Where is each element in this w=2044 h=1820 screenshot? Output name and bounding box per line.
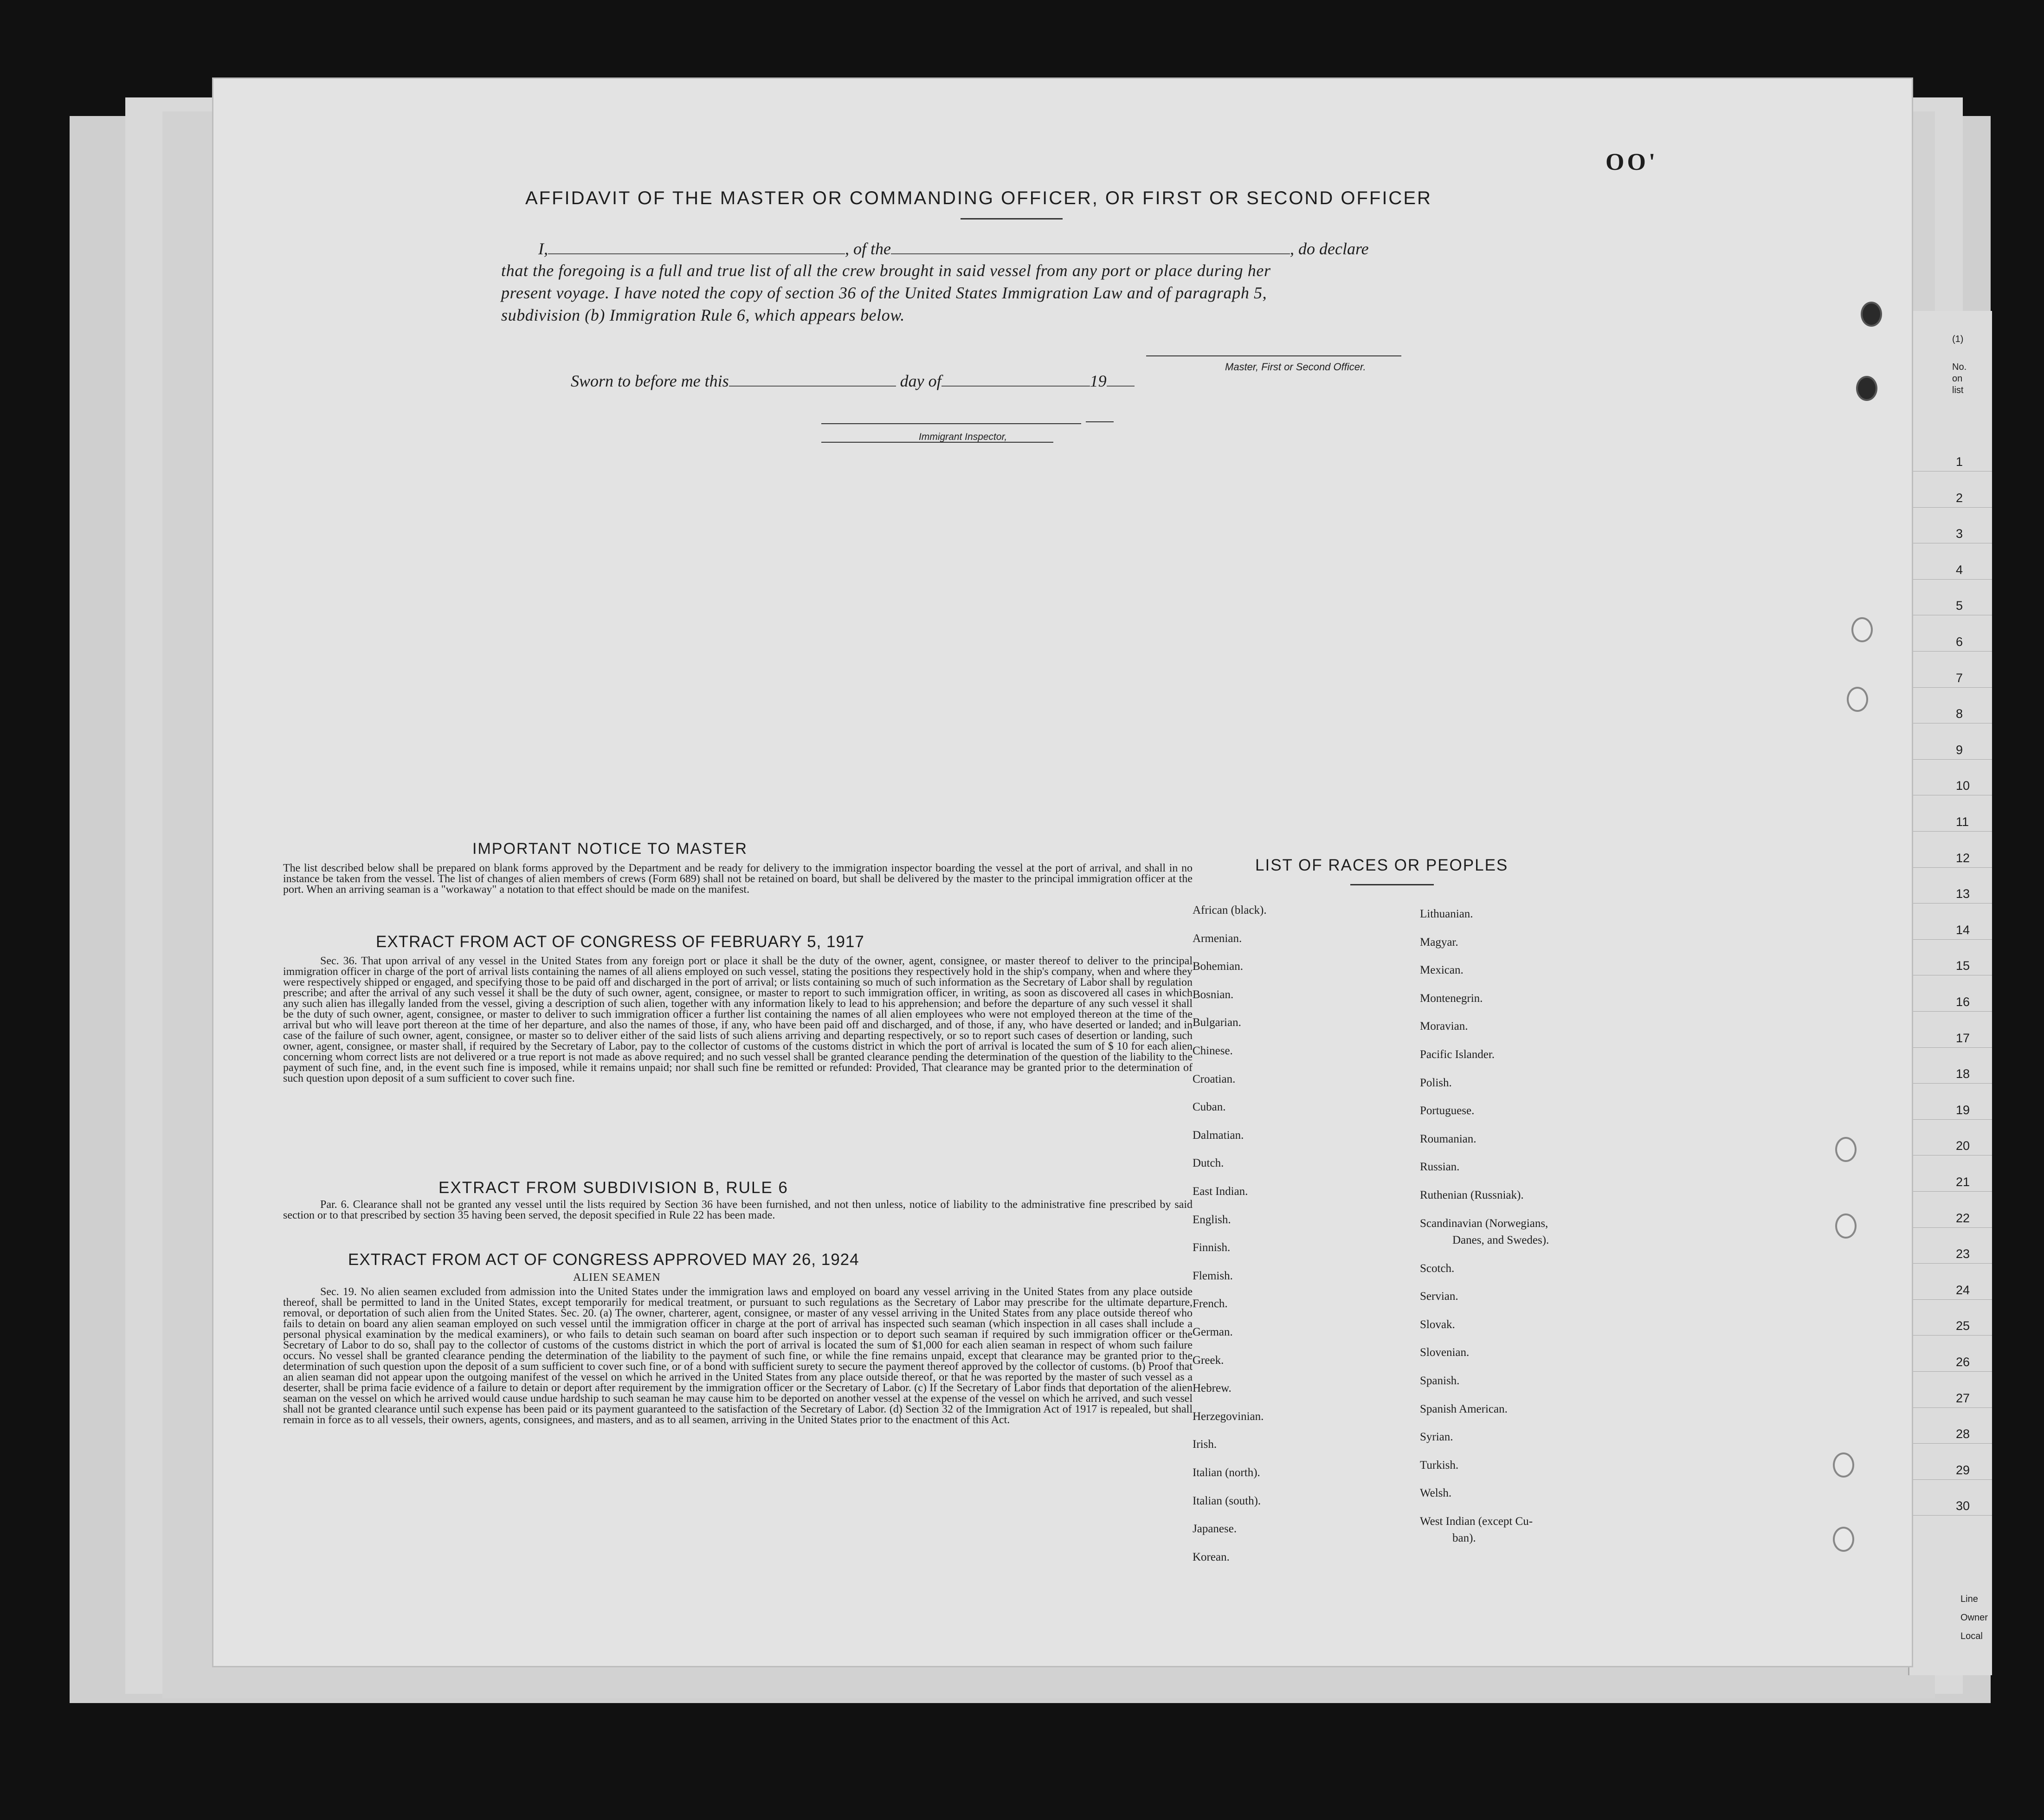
strip-row-rule [1909,687,1992,688]
side-number-strip [1908,311,1992,1675]
strip-row-rule [1909,507,1992,508]
race-item: Italian (south). [1193,1494,1261,1507]
race-item: Danes, and Swedes). [1452,1233,1549,1246]
year-label: 19 [1090,372,1107,390]
race-item: East Indian. [1193,1185,1248,1198]
strip-line-number: 25 [1956,1319,1970,1333]
strip-line-number: 18 [1956,1067,1970,1081]
notice-body: The list described below shall be prepared on blank forms approved by the Department and be ready for delivery to the immigration inspector boarding the vessel at the port of arrival, and shall in no instance be taken from the vessel. The list of changes of alien members of crews (Form 689) shall not be retained on board, but shall be delivered by the master to the principal immigration officer at the port. When an arriving seaman is a "workaway" a notation to that effect should be made on the manifest. [283,862,1193,896]
extract3-title: EXTRACT FROM ACT OF CONGRESS APPROVED MAY 26, 1924 [348,1251,859,1269]
strip-row-rule [1909,1227,1992,1228]
strip-line-number: 19 [1956,1103,1970,1117]
race-item: Welsh. [1420,1487,1452,1500]
strip-row-rule [1909,1335,1992,1336]
strip-header: No. [1952,362,1967,372]
race-item: Portuguese. [1420,1104,1475,1117]
strip-line-number: 27 [1956,1391,1970,1405]
signature-caption: Master, First or Second Officer. [1225,361,1366,373]
strip-line-number: 17 [1956,1031,1970,1045]
race-item: English. [1193,1213,1231,1226]
punch-hole [1835,1213,1857,1239]
sworn-month-field[interactable] [941,386,1090,387]
strip-line-number: 30 [1956,1499,1970,1513]
race-item: Flemish. [1193,1269,1233,1282]
declaration-line1 [538,239,1369,258]
strip-row-rule [1909,867,1992,868]
strip-line-number: 24 [1956,1283,1970,1297]
day-of-label: day of [900,372,941,390]
stamp-mark: OO' [1606,149,1658,175]
strip-row-rule [1909,831,1992,832]
strip-line-number: 16 [1956,995,1970,1009]
extract2-title: EXTRACT FROM SUBDIVISION B, RULE 6 [438,1179,788,1197]
affidavit-title: AFFIDAVIT OF THE MASTER OR COMMANDING OFFICER, OR FIRST OR SECOND OFFICER [525,188,1432,208]
race-item: Italian (north). [1193,1466,1260,1479]
extract2-body: Par. 6. Clearance shall not be granted any vessel until the lists required by Section 36 have been furnished, and not then unless, notice of liability to the administrative fine prescribed by said section or to that prescribed by section 35 having been served, the deposit specified in Rule 22 has been made. [283,1199,1193,1221]
strip-line-number: 13 [1956,887,1970,901]
races-title-rule [1350,884,1434,885]
race-item: Cuban. [1193,1101,1226,1114]
strip-row-rule [1909,1299,1992,1300]
inspector-line-short [1086,421,1114,422]
race-item: Turkish. [1420,1459,1459,1471]
race-item: Moravian. [1420,1020,1468,1033]
race-item: ban). [1452,1532,1476,1545]
strip-line-number: 9 [1956,742,1963,757]
strip-line-number: 11 [1956,815,1969,829]
race-item: Irish. [1193,1438,1217,1451]
race-item: Greek. [1193,1354,1224,1367]
strip-footer: Local [1960,1631,1983,1641]
declaration-line3: present voyage. I have noted the copy of section 36 of the United States Immigration Law and of paragraph 5, [501,284,1267,302]
race-item: West Indian (except Cu- [1420,1515,1533,1528]
signature-line[interactable] [1146,355,1401,356]
strip-row-rule [1909,579,1992,580]
race-item: Russian. [1420,1161,1460,1174]
races-title: LIST OF RACES OR PEOPLES [1255,856,1509,874]
strip-row-rule [1909,1047,1992,1048]
strip-footer: Owner [1960,1613,1988,1623]
race-item: African (black). [1193,904,1267,916]
strip-line-number: 28 [1956,1427,1970,1441]
race-item: Syrian. [1420,1431,1453,1444]
strip-line-number: 3 [1956,527,1963,541]
race-item: Chinese. [1193,1045,1233,1057]
declarant-label: I, [538,239,548,258]
strip-header: on [1952,374,1963,384]
strip-row-rule [1909,1515,1992,1516]
punch-hole [1847,687,1868,712]
race-item: Bulgarian. [1193,1016,1241,1029]
strip-line-number: 1 [1956,455,1963,469]
strip-line-number: 29 [1956,1463,1970,1477]
race-item: Slovenian. [1420,1346,1470,1359]
race-item: Roumanian. [1420,1132,1477,1145]
punch-hole [1856,376,1877,401]
strip-line-number: 5 [1956,599,1963,613]
of-the-label: , of the [845,239,891,258]
strip-line-number: 12 [1956,851,1970,865]
sworn-day-field[interactable] [729,386,896,387]
strip-row-rule [1909,1119,1992,1120]
declaration-line2: that the foregoing is a full and true list of all the crew brought in said vessel from any port or place during her [501,261,1271,280]
strip-line-number: 26 [1956,1355,1970,1369]
strip-line-number: 21 [1956,1175,1970,1189]
race-item: Japanese. [1193,1523,1237,1536]
notice-title: IMPORTANT NOTICE TO MASTER [472,840,748,858]
punch-hole [1833,1527,1854,1552]
race-item: Herzegovinian. [1193,1410,1264,1423]
declaration-line4: subdivision (b) Immigration Rule 6, which appears below. [501,306,905,324]
strip-line-number: 15 [1956,959,1970,973]
race-item: Dutch. [1193,1157,1224,1170]
sworn-year-field[interactable] [1107,386,1135,387]
strip-header: list [1952,385,1964,395]
race-item: Pacific Islander. [1420,1048,1495,1061]
strip-line-number: 2 [1956,490,1963,505]
affidavit-page [213,79,1912,1666]
race-item: Mexican. [1420,964,1464,977]
race-item: Hebrew. [1193,1382,1232,1395]
race-item: Bosnian. [1193,988,1234,1001]
strip-row-rule [1909,939,1992,940]
strip-line-number: 23 [1956,1247,1970,1261]
title-rule [961,218,1063,219]
strip-line-number: 10 [1956,779,1970,793]
punch-hole [1833,1452,1854,1478]
strip-row-rule [1909,1263,1992,1264]
extract1-body: Sec. 36. That upon arrival of any vessel in the United States from any foreign port or place it shall be the duty of the owner, agent, consignee, or master thereof to deliver to the principal immigration officer in charge of the port of arrival lists containing the names of all aliens employed on such vessel, stating the positions they respectively hold in the ship's company, when and where they were respectively shipped or engaged, and specifying those to be paid off and discharged in the port of arrival; or lists containing so much of such information as the Secretary of Labor shall by regulation prescribe; and after the arrival of any such vessel it shall be the duty of such owner, agent, consignee, or master to report to such immigration officer, in writing, as soon as discovered all cases in which any such alien has illegally landed from the vessel, giving a description of such alien, together with any information likely to lead to his apprehension; and before the departure of any such vessel it shall be the duty of such owner, agent, consignee, or master to deliver to such immigration officer a further list containing the names of all alien employees who were not employed thereon at the time of the arrival but who will leave port thereon at the time of her departure, and also the names of those, if any, who have been paid off and discharged, and of those, if any, who have deserted or landed; and in case of the failure of such owner, agent, consignee, or master so to deliver either of the said lists of such aliens arriving and departing respectively, or so to report such cases of desertion or landing, such owner, agent, consignee, or master shall, if required by the Secretary of Labor, pay to the collector of customs of the customs district in which the port of arrival is located the sum of $ 10 for each alien concerning whom correct lists are not delivered or a true report is not made as above required; and no such vessel shall be granted clearance pending the determination of the question of the liability to the payment of such fine, and, in the event such fine is imposed, while it remains unpaid; nor shall such fine be remitted or refunded: Provided, That clearance may be granted prior to the determination of such question upon deposit of a sum sufficient to cover such fine. [283,955,1193,1084]
inspector-caption: Immigrant Inspector, [919,432,1007,442]
sworn-label: Sworn to before me this [571,372,729,390]
race-item: Croatian. [1193,1072,1236,1085]
strip-row-rule [1909,1083,1992,1084]
strip-row-rule [1909,1371,1992,1372]
extract3-subtitle: ALIEN SEAMEN [573,1271,661,1284]
race-item: Bohemian. [1193,960,1244,973]
extract1-title: EXTRACT FROM ACT OF CONGRESS OF FEBRUARY 5, 1917 [376,933,864,951]
race-item: Servian. [1420,1290,1458,1303]
strip-row-rule [1909,759,1992,760]
inspector-line-top [821,423,1081,424]
punch-hole [1861,302,1882,327]
race-item: Scotch. [1420,1262,1455,1275]
race-item: Magyar. [1420,936,1458,949]
punch-hole [1835,1137,1857,1162]
strip-row-rule [1909,1011,1992,1012]
strip-col-label: (1) [1952,334,1964,344]
race-item: Armenian. [1193,932,1242,945]
strip-footer: Line [1960,1594,1978,1604]
strip-line-number: 6 [1956,635,1963,649]
race-item: Spanish American. [1420,1402,1508,1415]
race-item: Korean. [1193,1550,1230,1563]
strip-line-number: 4 [1956,562,1963,577]
strip-row-rule [1909,1479,1992,1480]
strip-row-rule [1909,651,1992,652]
strip-row-rule [1909,903,1992,904]
race-item: Polish. [1420,1076,1452,1089]
punch-hole [1851,617,1873,642]
race-item: Lithuanian. [1420,908,1473,920]
race-item: Scandinavian (Norwegians, [1420,1217,1548,1230]
declarant-name-field[interactable] [548,253,845,254]
race-item: Slovak. [1420,1318,1455,1331]
strip-line-number: 20 [1956,1139,1970,1153]
extract3-body: Sec. 19. No alien seamen excluded from admission into the United States under the immigration laws and employed on board any vessel arriving in the United States from any place outside thereof, shall be permitted to land in the United States, except temporarily for medical treatment, or pursuant to such regulations as the Secretary of Labor may prescribe for the ultimate departure, removal, or deportation of such alien from the United States. Sec. 20. (a) The owner, charterer, agent, consignee, or master of any vessel arriving in the United States from any place outside thereof who fails to detain on board any alien seaman employed on such vessel until the immigration officer in charge at the port of arrival has inspected such seaman (which inspection in all cases shall include a personal physical examination by the medical examiners), or who fails to detain such seaman on board after such inspection or to deport such seaman if required by such immigration officer or the Secretary of Labor to do so, shall pay to the collector of customs of the customs district in which the port of arrival is located the sum of $1,000 for each alien seaman in respect of whom such failure occurs. No vessel shall be granted clearance pending the determination of the liability to the payment of such fine, or while the fine remains unpaid, except that clearance may be granted prior to the determination of such question upon the deposit of a sum sufficient to cover such fine, or of a bond with sufficient surety to secure the payment thereof approved by the collector of customs. (b) Proof that an alien seaman did not appear upon the outgoing manifest of the vessel on which he arrived in the United States from any place outside thereof, or that he was reported by the master of such vessel as a deserter, shall be prima facie evidence of a failure to detain or deport after requirement by the immigration officer or the Secretary of Labor. (c) If the Secretary of Labor finds that deportation of the alien seaman on the vessel on which he arrived would cause undue hardship to such seaman he may cause him to be deported on another vessel at the expense of the vessel on which he arrived, and such vessel shall not be granted clearance until such expense has been paid or its payment guaranteed to the satisfaction of the Secretary of Labor. (d) Section 32 of the Immigration Act of 1917 is repealed, but shall remain in force as to all vessels, their owners, agents, consignees, and masters, and as to all seamen, arriving in the United States prior to the enactment of this Act. [283,1286,1193,1426]
do-declare-label: , do declare [1290,239,1369,258]
race-item: Dalmatian. [1193,1129,1244,1142]
strip-line-number: 22 [1956,1211,1970,1225]
strip-line-number: 14 [1956,923,1970,937]
race-item: Montenegrin. [1420,992,1483,1005]
strip-row-rule [1909,1443,1992,1444]
strip-row-rule [1909,1191,1992,1192]
sworn-line [571,371,1135,391]
vessel-name-field[interactable] [891,253,1290,254]
race-item: Ruthenian (Russniak). [1420,1189,1524,1201]
strip-row-rule [1909,1407,1992,1408]
strip-line-number: 8 [1956,707,1963,721]
strip-line-number: 7 [1956,671,1963,685]
race-item: Spanish. [1420,1374,1460,1387]
race-item: German. [1193,1326,1233,1338]
race-item: Finnish. [1193,1241,1231,1254]
race-item: French. [1193,1297,1228,1310]
